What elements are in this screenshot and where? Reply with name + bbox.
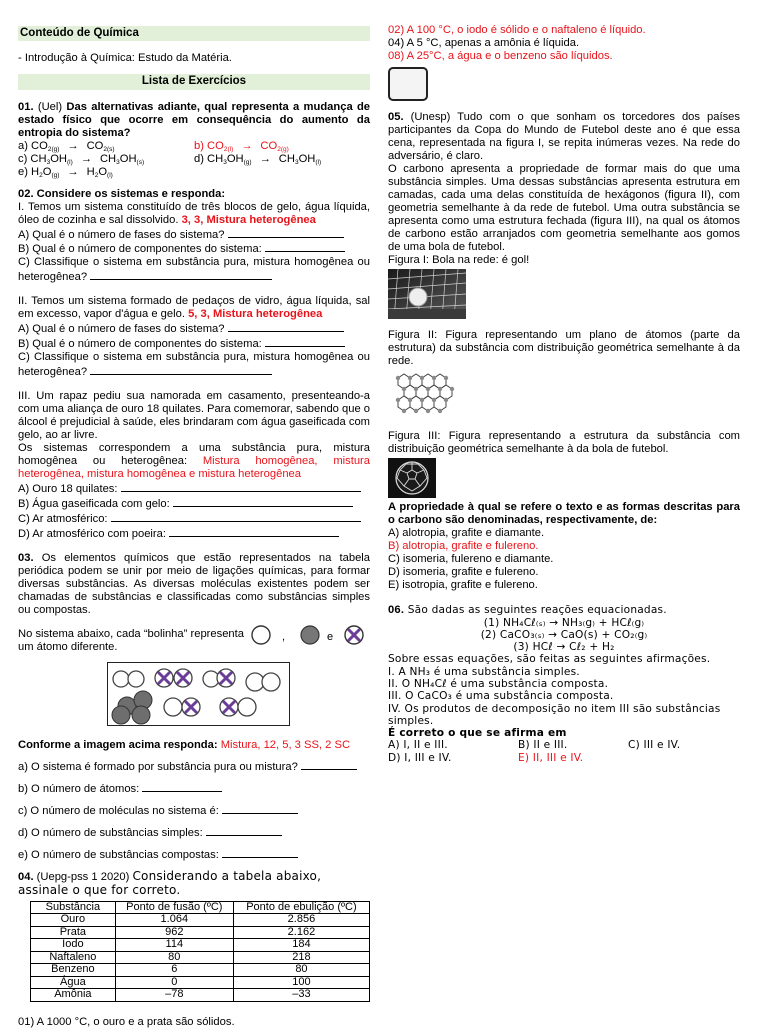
q3-instruction: Conforme a imagem acima responda: Mistura, 12, 5, 3 SS, 2 SC	[18, 739, 351, 752]
q5-paragraph: O carbono apresenta a propriedade de formar mais do que uma substância simples. Uma dessas substâncias apresenta estrutura em camadas, cada uma delas constituída de hexágonos (figura II), com geometria semelhante à da rede de futebol. Uma outra substância se apresenta como uma estrutura fechada (figura III), na qual os átomos de carbono estão arranjados com geometria semelhante aos gomos de uma bola de futebol.	[388, 162, 740, 253]
question-3: 03. Os elementos químicos que estão representados na tabela periódica podem se unir por meio de ligações químicas, para formar diversas substâncias. As diversas moléculas existentes podem ser chamadas de substâncias e classificadas como substâncias simples ou compostas.	[18, 552, 371, 617]
answer-blank[interactable]	[228, 227, 344, 238]
atom-system-diagram	[107, 662, 290, 726]
q5-option-a[interactable]: A) alotropia, grafite e diamante.	[388, 526, 545, 539]
q2-3c: C) Ar atmosférico:	[18, 511, 370, 526]
question-2: 02. Considere os sistemas e responda:	[18, 187, 226, 200]
q2-1a: A) Qual é o número de fases do sistema?	[18, 227, 370, 242]
q6-option-c[interactable]: C) III e IV.	[628, 739, 681, 752]
legend-and: e	[327, 631, 334, 644]
q2-system-2: II. Temos um sistema formado de pedaços de vidro, água líquida, sal em excesso, vapor d'água e gelo. 5, 3, Mistura heterogênea	[18, 295, 370, 321]
q3-d: d) O número de substâncias simples:	[18, 825, 370, 840]
q1-option-d[interactable]: d) $CH_3OH_{(g)} \to CH_3OH_{(l)}$	[194, 152, 322, 166]
left-column	[18, 0, 370, 1029]
question-4: 04. (Uepg-pss 1 2020) Considerando a tabela abaixo, assinale o que for correto.	[18, 869, 322, 897]
q2-1b: B) Qual é o número de componentes do sistema:	[18, 241, 370, 256]
gray-atom-icon	[301, 626, 319, 644]
q6-option-a[interactable]: A) I, II e III.	[388, 739, 448, 752]
q6-option-b[interactable]: B) II e III.	[518, 739, 568, 752]
q3-atom-legend-row	[18, 624, 370, 660]
answer-blank[interactable]	[222, 847, 298, 858]
q2-system-3-classify: Os sistemas correspondem a uma substância pura, mistura homogênea ou heterogênea: Mistura homogênea, mistura heterogênea, mistura homogênea e mistura heterogênea	[18, 442, 370, 481]
reaction-1: (1) NH₄Cℓ₍ₛ₎ → NH₃₍g₎ + HCℓ₍g₎	[483, 616, 645, 629]
atom-legend	[250, 624, 370, 650]
q2-2b: B) Qual é o número de componentes do sistema:	[18, 336, 370, 351]
answer-blank[interactable]	[90, 364, 272, 375]
table-row: Prata 962 2.162	[31, 926, 370, 939]
figure-2-caption: Figura II: Figura representando um plano de átomos (parte da estrutura) da substância com distribuição geométrica semelhante à da rede.	[388, 328, 740, 367]
q3-b: b) O número de átomos:	[18, 781, 370, 796]
q4-option-01[interactable]: 01) A 1000 °C, o ouro e a prata são sólidos.	[18, 1015, 235, 1028]
table-header-row	[31, 901, 370, 914]
answer-blank[interactable]	[121, 481, 361, 492]
q5-option-d[interactable]: D) isomeria, grafite e fulereno.	[388, 565, 539, 578]
graphite-hexagon-icon	[388, 370, 460, 418]
q2-3d: D) Ar atmosférico com poeira:	[18, 526, 370, 541]
table-row: Naftaleno 80 218	[31, 951, 370, 964]
q1-option-a[interactable]: a) $CO_{2(g)} \to CO_{2(s)}$	[18, 139, 115, 153]
table-row: Água 0 100	[31, 976, 370, 989]
q1-option-c[interactable]: c) $CH_3OH_{(l)} \to CH_3OH_{(s)}$	[18, 152, 145, 166]
q2-3b: B) Água gaseificada com gelo:	[18, 496, 370, 511]
q3-a: a) O sistema é formado por substância pura ou mistura?	[18, 759, 370, 774]
q5-option-b[interactable]: B) alotropia, grafite e fulereno.	[388, 539, 539, 552]
q6-options-row-2	[388, 752, 740, 764]
fullerene-icon	[388, 458, 436, 498]
question-1: 01. (Uel) Das alternativas adiante, qual representa a mudança de estado físico que ocorre em consequência do aumento da entropia do sistema?	[18, 100, 371, 139]
q2-2a: A) Qual é o número de fases do sistema?	[18, 321, 370, 336]
q4-option-08[interactable]: 08) A 25°C, a água e o benzeno são líquidos.	[388, 49, 613, 62]
answer-blank[interactable]	[90, 269, 272, 280]
q6-intro: Sobre essas equações, são feitas as seguintes afirmações.	[388, 653, 711, 666]
legend-separator: ,	[282, 631, 286, 644]
answer-blank[interactable]	[265, 241, 345, 252]
q4-option-02[interactable]: 02) A 100 °C, o iodo é sólido e o naftaleno é líquido.	[388, 24, 646, 36]
table-row: Amônia –78 –33	[31, 989, 370, 1002]
table-row: Benzeno 6 80	[31, 964, 370, 977]
q6-options-row-1	[388, 739, 740, 751]
right-column	[388, 0, 740, 764]
q3-e: e) O número de substâncias compostas:	[18, 847, 370, 862]
q4-option-04[interactable]: 04) A 5 °C, apenas a amônia é líquida.	[388, 36, 580, 49]
answer-blank[interactable]	[173, 496, 353, 507]
q2-3a: A) Ouro 18 quilates:	[18, 481, 370, 496]
answer-blank[interactable]	[228, 321, 344, 332]
q6-statement-3: III. O CaCO₃ é uma substância composta.	[388, 690, 614, 703]
q1-options-ab	[18, 140, 370, 153]
figure-3-caption: Figura III: Figura representando a estrutura da substância com distribuição geométrica semelhante à da bola de futebol.	[388, 429, 740, 455]
q6-question: É correto o que se afirma em	[388, 727, 567, 740]
q3-system-text: No sistema abaixo, cada “bolinha” representa um átomo diferente.	[18, 628, 244, 654]
answer-blank[interactable]	[301, 759, 357, 770]
table-header-cell: Substância	[31, 901, 116, 914]
exercise-list-title: Lista de Exercícios	[18, 74, 370, 89]
figure-1-caption: Figura I: Bola na rede: é gol!	[388, 253, 530, 266]
table-header-cell: Ponto de fusão (ºC)	[115, 901, 233, 914]
q5-option-e[interactable]: E) isotropia, grafite e fulereno.	[388, 578, 538, 591]
q1-options-cd	[18, 153, 370, 166]
reaction-3: (3) HCℓ → Cℓ₂ + H₂	[513, 641, 615, 654]
q2-system-1: I. Temos um sistema constituído de três blocos de gelo, água líquida, óleo de cozinha e sal dissolvido. 3, 3, Mistura heterogênea	[18, 200, 370, 226]
answer-blank[interactable]	[206, 825, 282, 836]
white-atom-icon	[252, 626, 270, 644]
q6-option-d[interactable]: D) I, III e IV.	[388, 751, 452, 764]
answer-blank[interactable]	[265, 336, 345, 347]
q2-1c: C) Classifique o sistema em substância pura, mistura homogênea ou heterogênea?	[18, 256, 370, 284]
answer-blank[interactable]	[142, 781, 222, 792]
q2-system-3: III. Um rapaz pediu sua namorada em casamento, presenteando-a com uma aliança de ouro 18 quilates. Para comemorar, sabendo que o álcool é prejudicial à saúde, eles brindaram com água gaseificada com gelo, ao ar livre.	[18, 390, 370, 442]
q5-option-c[interactable]: C) isomeria, fulereno e diamante.	[388, 552, 554, 565]
q6-statement-2: II. O NH₄Cℓ é uma substância composta.	[388, 677, 609, 690]
table-row: Ouro 1.064 2.856	[31, 914, 370, 927]
q1-option-b[interactable]: b) $CO_{2(l)} \to CO_{2(g)}$	[194, 139, 289, 153]
content-title: Conteúdo de Química	[18, 26, 370, 41]
answer-blank[interactable]	[169, 526, 339, 537]
melting-boiling-table	[30, 901, 370, 1002]
table-header-cell: Ponto de ebulição (ºC)	[233, 901, 369, 914]
q6-option-e[interactable]: E) II, III e IV.	[518, 751, 584, 764]
answer-blank[interactable]	[111, 511, 361, 522]
intro-line: - Introdução à Química: Estudo da Matéria.	[18, 52, 232, 65]
answer-checkbox[interactable]	[388, 67, 428, 101]
reaction-2: (2) CaCO₃₍ₛ₎ → CaO(s) + CO₂₍g₎	[480, 628, 648, 641]
question-6: 06. São dadas as seguintes reações equacionadas.	[388, 603, 667, 616]
q3-c: c) O número de moléculas no sistema é:	[18, 803, 370, 818]
soccer-goal-photo	[388, 269, 466, 319]
answer-blank[interactable]	[222, 803, 298, 814]
question-5: 05. (Unesp) Tudo com o que sonham os torcedores dos países participantes da Copa do Mundo de Futebol deste ano é que essa cena, representada na figura I, se repita inúmeras vezes. Na rede do adversário, é claro.	[388, 110, 740, 162]
q6-statement-1: I. A NH₃ é uma substância simples.	[388, 665, 580, 678]
q2-2c: C) Classifique o sistema em substância pura, mistura homogênea ou heterogênea?	[18, 351, 370, 379]
q6-statement-4: IV. Os produtos de decomposição no item III são substâncias simples.	[388, 702, 721, 727]
q5-question: A propriedade à qual se refere o texto e as formas descritas para o carbono são denominadas, respectivamente, de:	[388, 500, 740, 526]
table-row: Iodo 114 184	[31, 939, 370, 952]
q1-option-e[interactable]: e) $H_2O_{(g)} \to H_2O_{(l)}$	[18, 165, 113, 179]
